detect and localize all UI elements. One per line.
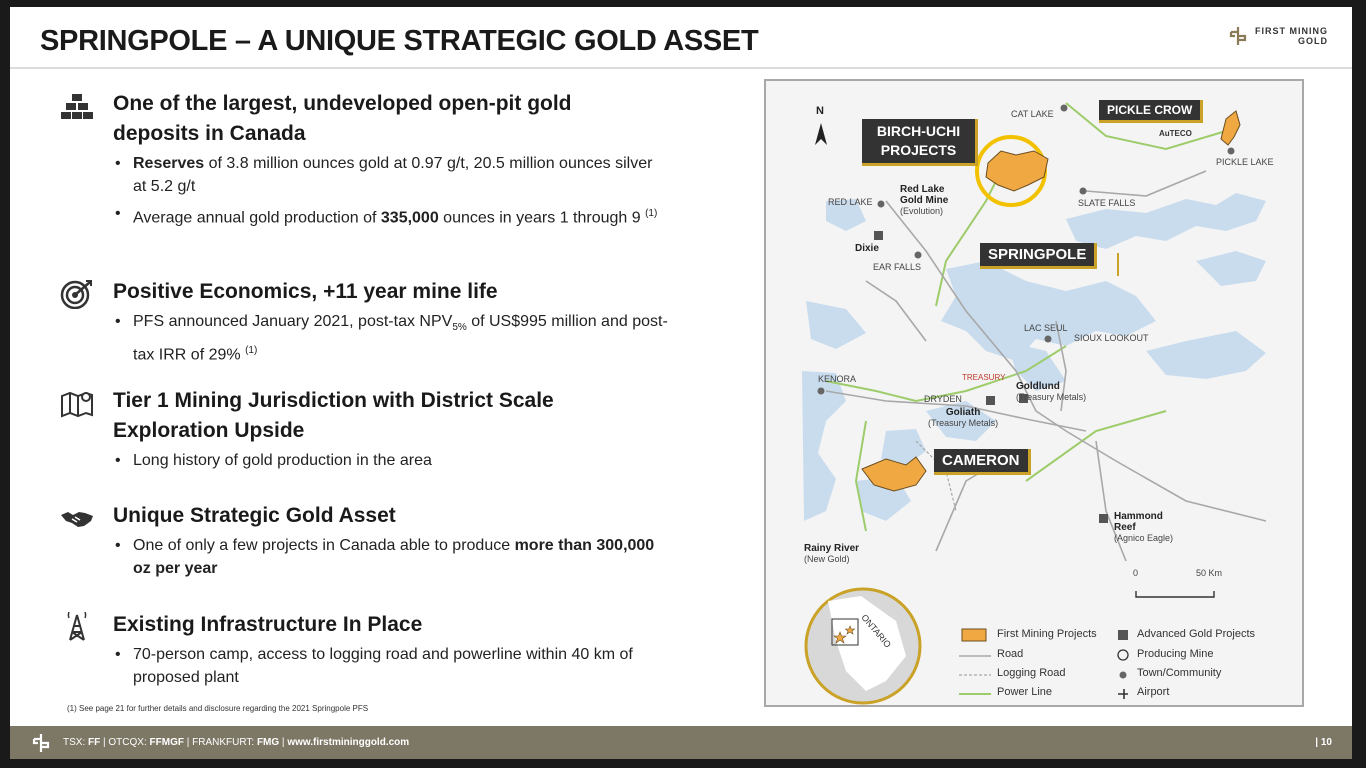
pickle-crow-callout: PICKLE CROW	[1099, 100, 1203, 123]
north-arrow	[815, 123, 827, 145]
bullet-history: • Long history of gold production in the area	[113, 449, 670, 472]
bullet-list	[113, 449, 670, 472]
mine-owner: (Treasury Metals)	[928, 418, 999, 428]
bullet-list	[113, 534, 670, 580]
mine-name: Goldlund	[1016, 381, 1060, 392]
mine-name: Reef	[1114, 522, 1136, 533]
lac-seul-label: LAC SEUL	[1024, 323, 1068, 333]
bullet-bold: Reserves	[133, 155, 205, 172]
footer-logo-icon	[30, 732, 52, 754]
section-heading: Positive Economics, +11 year mine life	[113, 280, 498, 303]
section-strategic-asset	[60, 501, 670, 584]
otcqx-label: | OTCQX:	[100, 737, 150, 748]
logo-line-1: FIRST MINING	[1255, 26, 1328, 36]
scale-fifty: 50 Km	[1196, 568, 1223, 578]
mine-name: Gold Mine	[900, 195, 949, 206]
goliath-label	[928, 407, 998, 429]
cameron-callout: CAMERON	[934, 449, 1031, 475]
bullet-text: PFS announced January 2021, post-tax NPV	[133, 313, 453, 330]
mine-name: Goliath	[945, 407, 981, 418]
north-label: N	[816, 105, 824, 117]
pickle-crow-claims	[1221, 111, 1240, 145]
company-logo	[1227, 25, 1328, 47]
callout-line-1: BIRCH-UCHI	[876, 123, 961, 139]
bullet-list	[113, 152, 670, 229]
separator: |	[279, 737, 288, 748]
target-icon	[60, 279, 94, 309]
bullet-camp: • 70-person camp, access to logging road and powerline within 40 km of proposed plant	[113, 643, 670, 689]
ear-falls-label: EAR FALLS	[873, 262, 922, 272]
mine-name: Rainy River	[804, 543, 860, 554]
bullet-text: Average annual gold production of	[133, 209, 381, 227]
map-pin-icon	[60, 388, 94, 418]
tsx-label: TSX:	[63, 737, 89, 748]
section-heading: Existing Infrastructure In Place	[113, 613, 423, 636]
pickle-lake-label: PICKLE LAKE	[1216, 157, 1274, 167]
legend-road: Road	[997, 648, 1024, 660]
ontario-label: ONTARIO	[859, 612, 893, 650]
handshake-icon	[60, 503, 94, 533]
power-tower-icon	[60, 612, 94, 642]
section-infrastructure	[60, 610, 670, 693]
legend-town: Town/Community	[1137, 667, 1222, 679]
mine-owner: (Treasury Metals)	[1016, 392, 1087, 402]
hammond-reef-label	[1114, 511, 1173, 544]
scale-bar	[1136, 591, 1214, 597]
logo-icon	[1227, 25, 1249, 47]
dryden-label: DRYDEN	[924, 394, 962, 404]
frankfurt-ticker: FMG	[256, 737, 280, 748]
legend-swatch-advanced	[1118, 630, 1128, 640]
bullet-text: ounces in years 1 through 9	[438, 209, 641, 227]
dixie-label: Dixie	[855, 243, 879, 254]
bullet-pfs	[113, 310, 670, 367]
legend-swatch-producing	[1118, 650, 1128, 660]
heading-line-2: deposits in Canada	[113, 122, 306, 145]
treasury-brand: TREASURY	[962, 373, 1006, 382]
footer-tickers	[63, 737, 409, 748]
mine-owner: (Evolution)	[900, 206, 944, 216]
mine-name: Hammond	[1114, 511, 1163, 522]
section-economics	[60, 277, 670, 371]
website-link[interactable]: www.firstmininggold.com	[287, 737, 410, 748]
page-number: | 10	[1315, 737, 1332, 748]
springpole-callout: SPRINGPOLE	[980, 243, 1097, 269]
logo-line-2: GOLD	[1298, 36, 1328, 46]
section-jurisdiction	[60, 386, 670, 476]
legend-swatch-airport	[1118, 689, 1128, 699]
bullet-bold: more than 300,000 oz per year	[133, 537, 655, 577]
heading-line-1: Tier 1 Mining Jurisdiction with District Scale	[113, 389, 554, 412]
legend-first-mining: First Mining Projects	[997, 628, 1097, 640]
callout-line-2: PROJECTS	[880, 142, 957, 158]
legend-logging-road: Logging Road	[997, 667, 1066, 679]
title-divider	[10, 67, 1352, 69]
bullet-list	[113, 310, 670, 367]
mine-owner: (New Gold)	[804, 554, 850, 564]
bullet-production	[113, 202, 670, 229]
frankfurt-label: | FRANKFURT:	[183, 737, 257, 748]
sioux-lookout-label: SIOUX LOOKOUT	[1074, 333, 1149, 343]
bullet-text: One of only a few projects in Canada able to produce	[133, 537, 515, 554]
auteco-brand: AuTECO	[1159, 129, 1192, 138]
bullet-list	[113, 643, 670, 689]
footnote-ref: (1)	[245, 345, 258, 357]
section-heading	[113, 386, 670, 446]
bullet-production-capacity	[113, 534, 670, 580]
legend-airport: Airport	[1137, 686, 1170, 698]
footer-bar	[10, 726, 1352, 759]
red-lake-mine-label	[900, 184, 948, 217]
bullet-reserves	[113, 152, 670, 198]
legend-power-line: Power Line	[997, 686, 1053, 698]
mine-name: Red Lake	[900, 184, 945, 195]
legend-swatch-project	[962, 629, 986, 641]
slate-falls-label: SLATE FALLS	[1078, 198, 1136, 208]
goldlund-label	[1016, 381, 1086, 403]
project-map	[764, 79, 1304, 707]
tsx-ticker: FF	[88, 737, 101, 748]
kenora-label: KENORA	[818, 374, 857, 384]
footnote: (1) See page 21 for further details and disclosure regarding the 2021 Springpole PFS	[67, 704, 369, 713]
heading-line-2: Exploration Upside	[113, 419, 305, 442]
birch-uchi-claims	[986, 151, 1048, 191]
rainy-river-label	[804, 543, 859, 565]
cat-lake-label: CAT LAKE	[1011, 109, 1054, 119]
page-title: SPRINGPOLE – A UNIQUE STRATEGIC GOLD ASSET	[40, 25, 759, 57]
bullet-text: of 3.8 million ounces gold at 0.97 g/t, 20.5 million ounces silver at 5.2 g/t	[133, 155, 653, 195]
section-largest-deposit	[60, 89, 670, 233]
mine-owner: (Agnico Eagle)	[1114, 533, 1174, 543]
bullet-bold: 335,000	[380, 209, 439, 227]
legend-producing: Producing Mine	[1137, 648, 1214, 660]
footnote-ref: (1)	[645, 208, 658, 219]
otcqx-ticker: FFMGF	[149, 737, 184, 748]
npv-subscript: 5%	[452, 322, 467, 334]
gold-bars-icon	[60, 91, 94, 121]
bullet-text: of US$995 million and post-tax IRR of 29%	[133, 313, 668, 364]
section-heading	[113, 89, 670, 149]
legend-advanced: Advanced Gold Projects	[1137, 628, 1256, 640]
slide	[10, 7, 1352, 759]
heading-line-1: One of the largest, undeveloped open-pit gold	[113, 92, 572, 115]
red-lake-label: RED LAKE	[828, 197, 873, 207]
section-heading: Unique Strategic Gold Asset	[113, 504, 396, 527]
birch-uchi-callout	[862, 119, 978, 166]
scale-zero: 0	[1133, 568, 1139, 578]
legend-swatch-town	[1120, 672, 1127, 679]
